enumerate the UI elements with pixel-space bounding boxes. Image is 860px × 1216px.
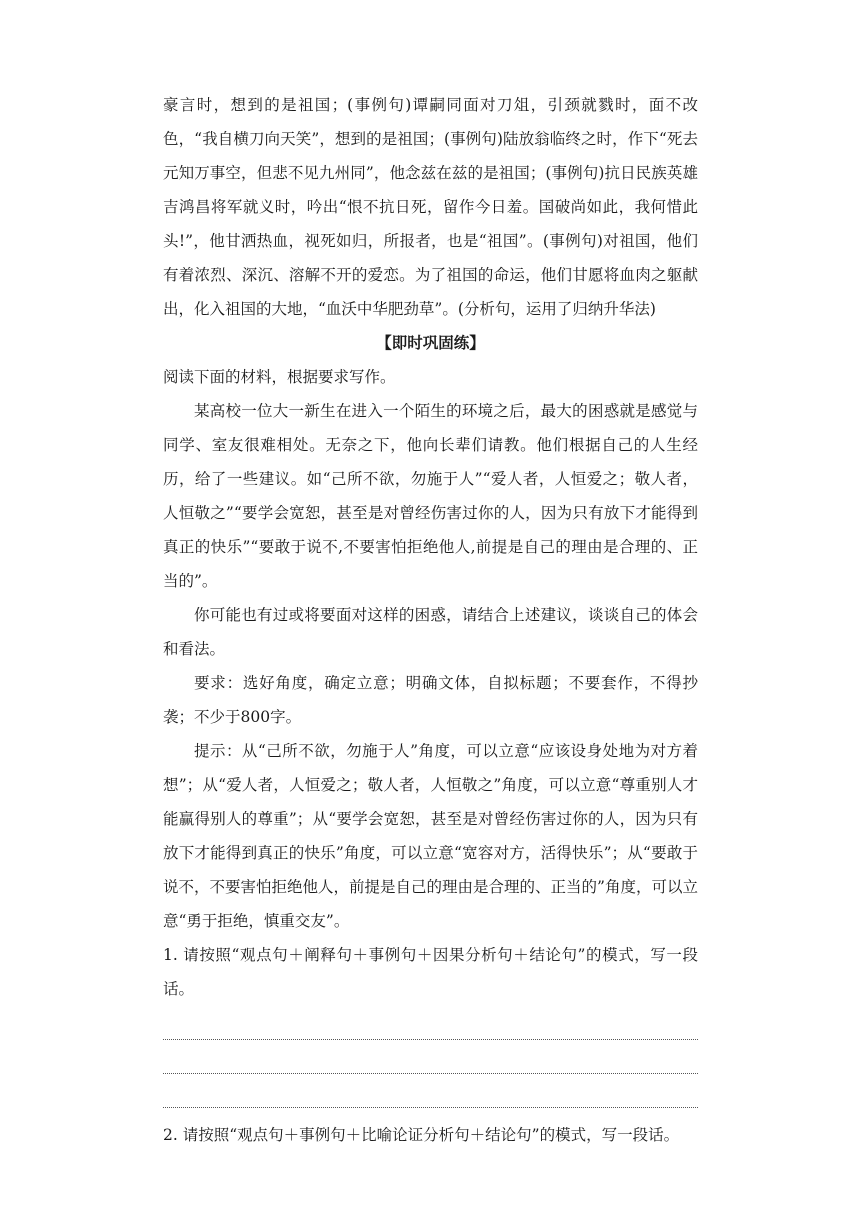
answer-area-1[interactable] xyxy=(163,1006,698,1108)
instruction: 阅读下面的材料，根据要求写作。 xyxy=(163,368,396,386)
hint-paragraph: 提示：从“己所不欲，勿施于人”角度，可以立意“应该设身处地为对方着想”；从“爱人者，人恒爱之；敬人者，人恒敬之”角度，可以立意“尊重别人才能赢得别人的尊重”；从“要学会宽恕，甚至是对曾经伤害过你的人，因为只有放下才能得到真正的快乐”角度，可以立意“宽容对方，活得快乐”；从“要敢于说不，不要害怕拒绝他人，前提是自己的理由是合理的、正当的”角度，可以立意“勇于拒绝，慎重交友”。 xyxy=(163,742,698,930)
question-1: 1. 请按照“观点句＋阐释句＋事例句＋因果分析句＋结论句”的模式，写一段话。 xyxy=(163,946,698,998)
prompt-paragraph: 你可能也有过或将要面对这样的困惑，请结合上述建议，谈谈自己的体会和看法。 xyxy=(163,606,698,658)
document-page xyxy=(163,88,698,1152)
material-paragraph: 某高校一位大一新生在进入一个陌生的环境之后，最大的困惑就是感觉与同学、室友很难相处。无奈之下，他向长辈们请教。他们根据自己的人生经历，给了一些建议。如“己所不欲，勿施于人”“爱人者，人恒爱之；敬人者，人恒敬之”“要学会宽恕，甚至是对曾经伤害过你的人，因为只有放下才能得到真正的快乐”“要敢于说不,不要害怕拒绝他人,前提是自己的理由是合理的、正当的”。 xyxy=(163,402,698,590)
intro-paragraph: 豪言时，想到的是祖国；(事例句)谭嗣同面对刀俎，引颈就戮时，面不改色，“我自横刀向天笑”，想到的是祖国；(事例句)陆放翁临终之时，作下“死去元知万事空，但悲不见九州同”，他念兹在兹的是祖国；(事例句)抗日民族英雄吉鸿昌将军就义时，吟出“恨不抗日死，留作今日羞。国破尚如此，我何惜此头!”，他甘洒热血，视死如归，所报者，也是“祖国”。(事例句)对祖国，他们有着浓烈、深沉、溶解不开的爱恋。为了祖国的命运，他们甘愿将血肉之躯献出，化入祖国的大地，“血沃中华肥劲草”。(分析句，运用了归纳升华法) xyxy=(163,96,698,318)
requirements-paragraph: 要求：选好角度，确定立意；明确文体，自拟标题；不要套作，不得抄袭；不少于800字。 xyxy=(163,674,698,726)
answer-line[interactable] xyxy=(163,1074,698,1108)
answer-line[interactable] xyxy=(163,1006,698,1040)
question-2: 2. 请按照“观点句＋事例句＋比喻论证分析句＋结论句”的模式，写一段话。 xyxy=(163,1126,680,1144)
section-heading: 【即时巩固练】 xyxy=(376,333,485,352)
answer-line[interactable] xyxy=(163,1040,698,1074)
